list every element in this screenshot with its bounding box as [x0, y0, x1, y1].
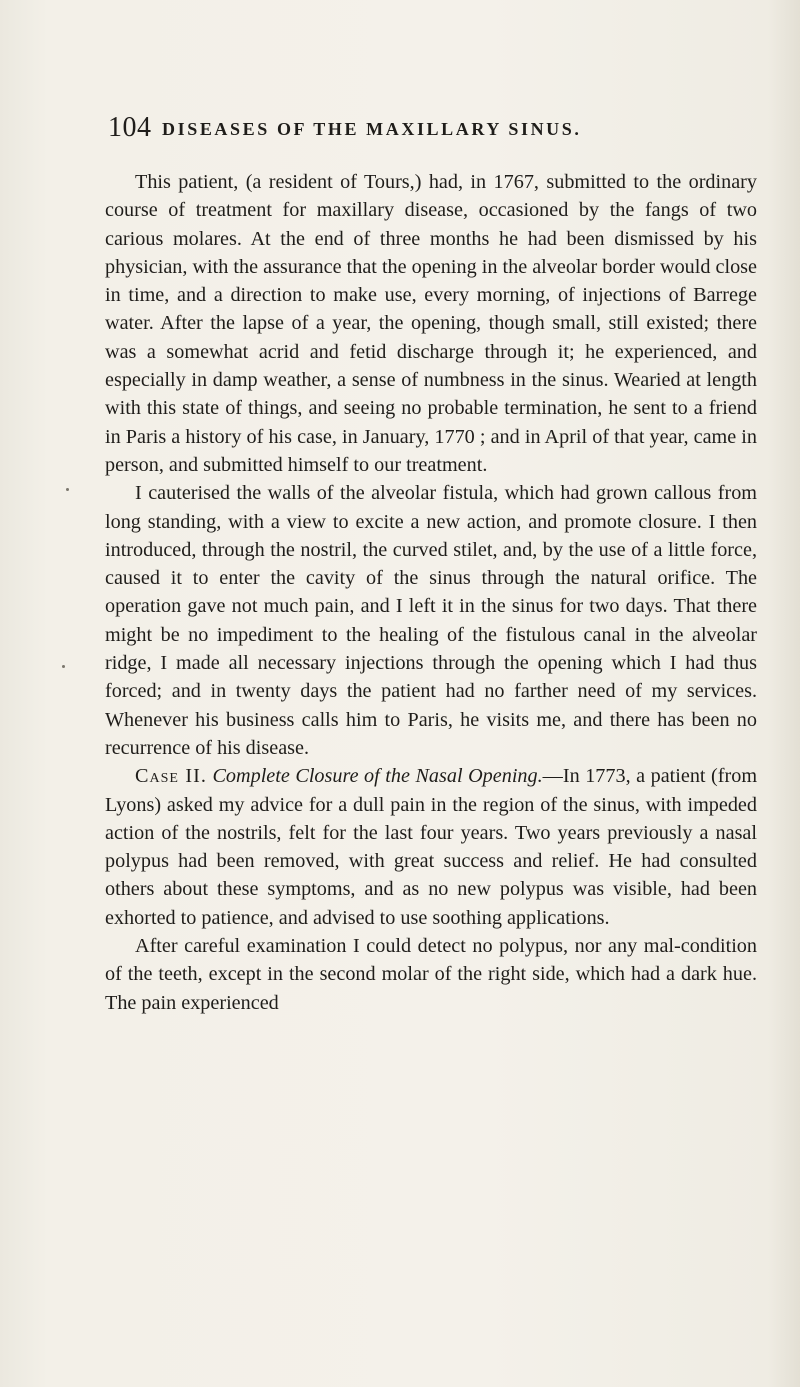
paragraph-2: I cauterised the walls of the alveolar fistula, which had grown callous from long standing, with a view to excite a new action, and promote closure. I then introduced, through the nostril, the curved stilet, and, by the use of a little force, caused it to enter the cavity of the sinus through the natural orifice. The operation gave not much pain, and I left it in the sinus for two days. That there might be no impediment to the healing of the fistulous canal in the alveolar ridge, I made all necessary injections through the opening which I had thus forced; and in twenty days the patient had no farther need of my services. Whenever his business calls him to Paris, he visits me, and there has been no recurrence of his disease. — [105, 482, 757, 759]
paragraph-1: This patient, (a resident of Tours,) had, in 1767, submitted to the ordinary course of treatment for maxillary disease, occasioned by the fangs of two carious molares. At the end of three months he had been dismissed by his physician, with the assurance that the opening in the alveolar border would close in time, and a direction to make use, every morning, of injections of Barrege water. After the lapse of a year, the opening, though small, still existed; there was a somewhat acrid and fetid discharge through it; he experienced, and especially in damp weather, a sense of numbness in the sinus. Wearied at length with this state of things, and seeing no probable termination, he sent to a friend in Paris a history of his case, in January, 1770 ; and in April of that year, came in person, and submitted himself to our treatment. — [105, 171, 757, 476]
paragraph-3 — [105, 762, 757, 932]
body-text — [105, 168, 757, 1017]
page-header — [108, 112, 748, 152]
running-title: DISEASES OF THE MAXILLARY SINUS. — [162, 119, 582, 139]
margin-speck — [62, 665, 65, 668]
case-label: Case II. — [135, 765, 207, 788]
case-title: Complete Closure of the Nasal Opening. — [212, 765, 543, 788]
page-number: 104 — [108, 112, 152, 143]
margin-speck — [66, 488, 69, 491]
paragraph-3-text: —In 1773, a patient (from Lyons) asked my advice for a dull pain in the region of the sinus, with impeded action of the nostrils, felt for the last four years. Two years previously a nasal polypus had been removed, with great success and relief. He had consulted others about these symptoms, and as no new polypus was visible, had been exhorted to patience, and advised to use soothing applications. — [105, 765, 758, 929]
paragraph-4: After careful examination I could detect no polypus, nor any mal-condition of the teeth, except in the second molar of the right side, which had a dark hue. The pain experienced — [105, 935, 757, 1014]
